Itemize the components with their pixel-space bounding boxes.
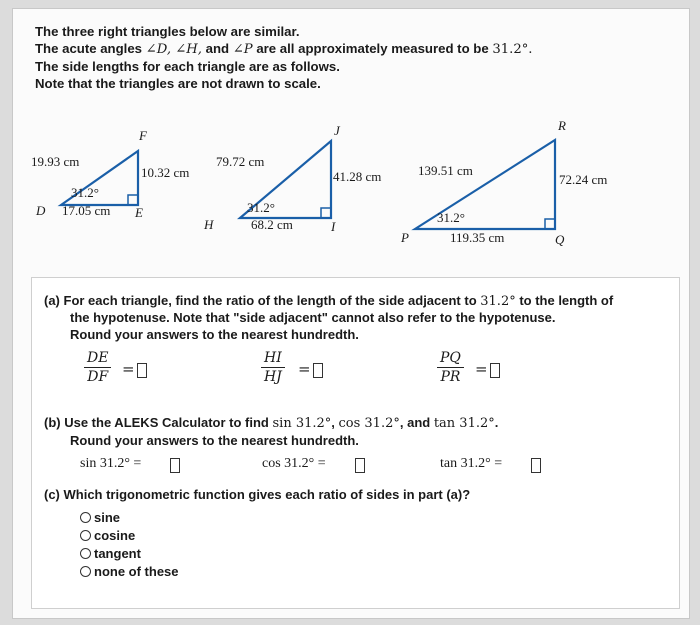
vertex-f: F xyxy=(139,128,147,143)
sin-label: sin 31.2° = xyxy=(80,456,142,471)
triangle-pqr-shape xyxy=(415,140,555,229)
radio-button[interactable] xyxy=(80,530,91,541)
tan-label: tan 31.2° = xyxy=(440,456,503,471)
intro-text: are all approximately measured to be xyxy=(252,41,493,56)
sin-expression: sin 31.2° xyxy=(272,416,332,431)
part-a-text: to the length of xyxy=(515,293,614,308)
fraction-hi-hj xyxy=(261,349,285,386)
triangles-figure xyxy=(13,9,689,259)
option-none-of-these[interactable] xyxy=(80,564,179,579)
cos-label: cos 31.2° = xyxy=(262,456,326,471)
equals-sign: = xyxy=(122,360,135,378)
triangle-hij xyxy=(203,123,381,234)
intro-text: The acute angles xyxy=(35,41,146,56)
option-label: tangent xyxy=(94,546,141,561)
option-label: cosine xyxy=(94,528,136,543)
equals-sign: = xyxy=(475,360,488,378)
vertex-r: R xyxy=(558,118,566,133)
triangle-def xyxy=(31,128,189,220)
question-panel xyxy=(31,277,680,609)
fraction-numerator: HI xyxy=(261,349,285,368)
option-sine[interactable] xyxy=(80,510,120,525)
option-tangent[interactable] xyxy=(80,546,141,561)
side-fe-label: 10.32 cm xyxy=(141,165,190,180)
intro-line-4: Note that the triangles are not drawn to scale. xyxy=(35,76,321,91)
part-b-line-1 xyxy=(44,414,498,432)
answer-box-tan[interactable] xyxy=(531,458,541,473)
angle-value: 31.2°. xyxy=(492,42,533,57)
fraction-numerator: PQ xyxy=(437,349,464,368)
side-ji-label: 41.28 cm xyxy=(333,169,382,184)
vertex-p: P xyxy=(401,230,409,245)
part-b-text: , and xyxy=(399,415,434,430)
fraction-denominator: DF xyxy=(87,369,109,385)
side-hj-label: 79.72 cm xyxy=(216,154,265,169)
fraction-denominator: HJ xyxy=(263,369,282,385)
triangle-pqr xyxy=(400,118,607,247)
part-a-line-3: Round your answers to the nearest hundredth. xyxy=(70,327,359,342)
part-a-line-1 xyxy=(44,292,613,310)
answer-box-sin[interactable] xyxy=(170,458,180,473)
option-label: none of these xyxy=(94,564,179,579)
equals-sign: = xyxy=(298,360,311,378)
part-b-text: . xyxy=(494,415,499,430)
side-hi-label: 68.2 cm xyxy=(251,217,293,232)
side-pq-label: 119.35 cm xyxy=(450,230,505,245)
angle-p-label: 31.2° xyxy=(437,210,465,225)
cos-expression: cos 31.2° xyxy=(338,416,400,431)
answer-box-de-df[interactable] xyxy=(137,363,147,378)
side-de-label: 17.05 cm xyxy=(62,203,111,218)
radio-button[interactable] xyxy=(80,548,91,559)
tan-expression: tan 31.2° xyxy=(433,416,495,431)
part-a-line-2: the hypotenuse. Note that "side adjacent" cannot also refer to the hypotenuse. xyxy=(70,310,556,325)
vertex-d: D xyxy=(36,203,46,218)
angle-d-label: 31.2° xyxy=(71,185,99,200)
radio-button[interactable] xyxy=(80,512,91,523)
part-b-line-2: Round your answers to the nearest hundredth. xyxy=(70,433,359,448)
intro-text: and xyxy=(201,41,233,56)
side-pr-label: 139.51 cm xyxy=(418,163,473,178)
side-rq-label: 72.24 cm xyxy=(559,172,608,187)
option-cosine[interactable] xyxy=(80,528,135,543)
vertex-j: J xyxy=(334,123,340,138)
fraction-denominator: PR xyxy=(440,369,461,385)
vertex-e: E xyxy=(135,205,143,220)
angle-names: ∠D, ∠H, xyxy=(145,42,202,57)
intro-line-1: The three right triangles below are similar. xyxy=(35,24,300,39)
right-angle-mark xyxy=(545,219,555,229)
right-angle-mark xyxy=(321,208,331,218)
vertex-q: Q xyxy=(555,232,565,247)
radio-button[interactable] xyxy=(80,566,91,577)
answer-box-cos[interactable] xyxy=(355,458,365,473)
angle-value: 31.2° xyxy=(480,294,516,309)
fraction-de-df xyxy=(84,349,111,386)
fraction-numerator: DE xyxy=(84,349,111,368)
angle-h-label: 31.2° xyxy=(247,200,275,215)
side-df-label: 19.93 cm xyxy=(31,154,80,169)
option-label: sine xyxy=(94,510,121,525)
right-angle-mark xyxy=(128,195,138,205)
part-b-text: , xyxy=(331,415,339,430)
vertex-i: I xyxy=(331,219,336,234)
intro-line-3: The side lengths for each triangle are as follows. xyxy=(35,59,340,74)
problem-page xyxy=(12,8,690,619)
part-b-text: (b) Use the ALEKS Calculator to find xyxy=(44,415,273,430)
part-c-question: (c) Which trigonometric function gives each ratio of sides in part (a)? xyxy=(44,487,471,502)
angle-name-p: ∠P xyxy=(232,42,253,57)
vertex-h: H xyxy=(204,217,214,232)
fraction-pq-pr xyxy=(437,349,464,386)
part-a-text: (a) For each triangle, find the ratio of the length of the side adjacent to xyxy=(44,293,481,308)
answer-box-pq-pr[interactable] xyxy=(490,363,500,378)
answer-box-hi-hj[interactable] xyxy=(313,363,323,378)
